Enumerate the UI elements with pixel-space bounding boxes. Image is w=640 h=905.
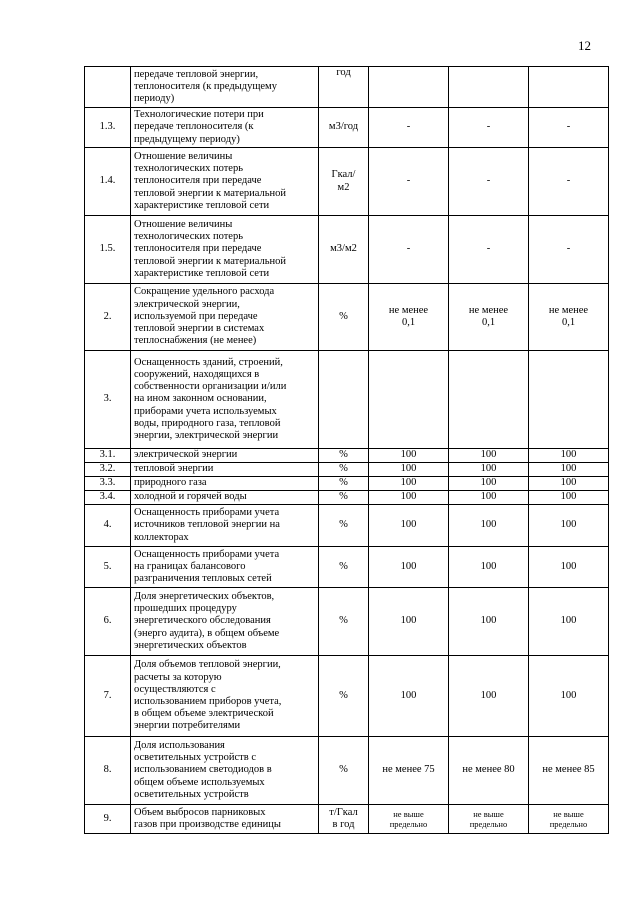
row-number	[85, 67, 131, 108]
value-3: 100	[529, 477, 609, 491]
table-row	[85, 284, 609, 351]
indicator-name: Оснащенность зданий, строений, сооружений, находящихся в собственности организации и/или на ином законном основании, приборами учета используемых воды, природного газа, тепловой энергии, электрической энергии	[131, 351, 319, 449]
value-2: 100	[449, 491, 529, 505]
table-row	[85, 67, 609, 108]
unit: м3/год	[319, 108, 369, 148]
unit: %	[319, 449, 369, 463]
value-1: 100	[369, 505, 449, 547]
row-number: 3.2.	[85, 463, 131, 477]
value-2: 100	[449, 477, 529, 491]
value-2: 100	[449, 547, 529, 588]
value-2: не менее 0,1	[449, 284, 529, 351]
value-1: не менее 0,1	[369, 284, 449, 351]
row-number: 2.	[85, 284, 131, 351]
table-row	[85, 656, 609, 737]
indicator-name: Доля объемов тепловой энергии, расчеты за которую осуществляются с использованием приборов учета, в общем объеме электрической энергии потребителями	[131, 656, 319, 737]
value-3: 100	[529, 656, 609, 737]
table-row	[85, 805, 609, 834]
indicator-name: Доля использования осветительных устройств с использованием светодиодов в общем объеме используемых осветительных устройств	[131, 737, 319, 805]
value-1: -	[369, 216, 449, 284]
indicator-name: Оснащенность приборами учета источников тепловой энергии на коллекторах	[131, 505, 319, 547]
unit: т/Гкал в год	[319, 805, 369, 834]
indicator-name: Объем выбросов парниковых газов при производстве единицы	[131, 805, 319, 834]
value-3: 100	[529, 547, 609, 588]
row-number: 9.	[85, 805, 131, 834]
row-number: 3.4.	[85, 491, 131, 505]
indicator-name: передаче тепловой энергии, теплоносителя (к предыдущему периоду)	[131, 67, 319, 108]
value-3: 100	[529, 505, 609, 547]
unit: %	[319, 547, 369, 588]
value-1: 100	[369, 463, 449, 477]
indicator-name: электрической энергии	[131, 449, 319, 463]
value-3	[529, 67, 609, 108]
value-2: 100	[449, 588, 529, 656]
indicator-name: тепловой энергии	[131, 463, 319, 477]
table-row	[85, 108, 609, 148]
unit: %	[319, 737, 369, 805]
row-number: 3.	[85, 351, 131, 449]
row-number: 6.	[85, 588, 131, 656]
value-3: не выше предельно	[529, 805, 609, 834]
indicator-name: Технологические потери при передаче теплоносителя (к предыдущему периоду)	[131, 108, 319, 148]
value-2	[449, 67, 529, 108]
value-1: 100	[369, 449, 449, 463]
value-2: не выше предельно	[449, 805, 529, 834]
value-3: -	[529, 148, 609, 216]
unit: %	[319, 477, 369, 491]
indicator-name: Отношение величины технологических потерь теплоносителя при передаче тепловой энергии к материальной характеристике тепловой сети	[131, 216, 319, 284]
row-number: 1.3.	[85, 108, 131, 148]
value-2	[449, 351, 529, 449]
row-number: 3.1.	[85, 449, 131, 463]
value-2: -	[449, 108, 529, 148]
row-number: 1.4.	[85, 148, 131, 216]
value-3	[529, 351, 609, 449]
row-number: 4.	[85, 505, 131, 547]
value-2: 100	[449, 463, 529, 477]
table-row	[85, 449, 609, 463]
value-2: 100	[449, 656, 529, 737]
unit: %	[319, 284, 369, 351]
table-row	[85, 216, 609, 284]
indicator-name: Отношение величины технологических потерь теплоносителя при передаче тепловой энергии к материальной характеристике тепловой сети	[131, 148, 319, 216]
value-3: -	[529, 216, 609, 284]
value-2: 100	[449, 449, 529, 463]
value-3: 100	[529, 463, 609, 477]
value-2: не менее 80	[449, 737, 529, 805]
indicator-name: Сокращение удельного расхода электрической энергии, используемой при передаче тепловой энергии в системах теплоснабжения (не менее)	[131, 284, 319, 351]
table-row	[85, 491, 609, 505]
table-row	[85, 588, 609, 656]
unit	[319, 351, 369, 449]
table-row	[85, 477, 609, 491]
value-2: 100	[449, 505, 529, 547]
value-3: 100	[529, 449, 609, 463]
unit: %	[319, 588, 369, 656]
table-row	[85, 547, 609, 588]
indicator-name: природного газа	[131, 477, 319, 491]
unit: %	[319, 491, 369, 505]
row-number: 5.	[85, 547, 131, 588]
unit: год	[319, 67, 369, 108]
value-2: -	[449, 148, 529, 216]
indicator-name: Оснащенность приборами учета на границах балансового разграничения тепловых сетей	[131, 547, 319, 588]
value-1: не выше предельно	[369, 805, 449, 834]
value-2: -	[449, 216, 529, 284]
value-1: не менее 75	[369, 737, 449, 805]
row-number: 1.5.	[85, 216, 131, 284]
value-3: не менее 85	[529, 737, 609, 805]
value-3: не менее 0,1	[529, 284, 609, 351]
value-1: -	[369, 108, 449, 148]
unit: %	[319, 656, 369, 737]
value-3: -	[529, 108, 609, 148]
unit: Гкал/ м2	[319, 148, 369, 216]
unit: м3/м2	[319, 216, 369, 284]
row-number: 8.	[85, 737, 131, 805]
value-1: 100	[369, 477, 449, 491]
table-row	[85, 737, 609, 805]
value-1	[369, 351, 449, 449]
value-1: 100	[369, 588, 449, 656]
page-number: 12	[578, 38, 591, 53]
value-1: 100	[369, 547, 449, 588]
indicator-name: холодной и горячей воды	[131, 491, 319, 505]
unit: %	[319, 463, 369, 477]
table-row	[85, 463, 609, 477]
table-row	[85, 505, 609, 547]
value-1: 100	[369, 656, 449, 737]
value-1	[369, 67, 449, 108]
table-row	[85, 148, 609, 216]
value-3: 100	[529, 588, 609, 656]
table-row	[85, 351, 609, 449]
row-number: 7.	[85, 656, 131, 737]
value-1: 100	[369, 491, 449, 505]
indicators-table	[84, 66, 609, 834]
row-number: 3.3.	[85, 477, 131, 491]
unit: %	[319, 505, 369, 547]
indicator-name: Доля энергетических объектов, прошедших процедуру энергетического обследования (энерго аудита), в общем объеме энергетических объектов	[131, 588, 319, 656]
value-3: 100	[529, 491, 609, 505]
value-1: -	[369, 148, 449, 216]
